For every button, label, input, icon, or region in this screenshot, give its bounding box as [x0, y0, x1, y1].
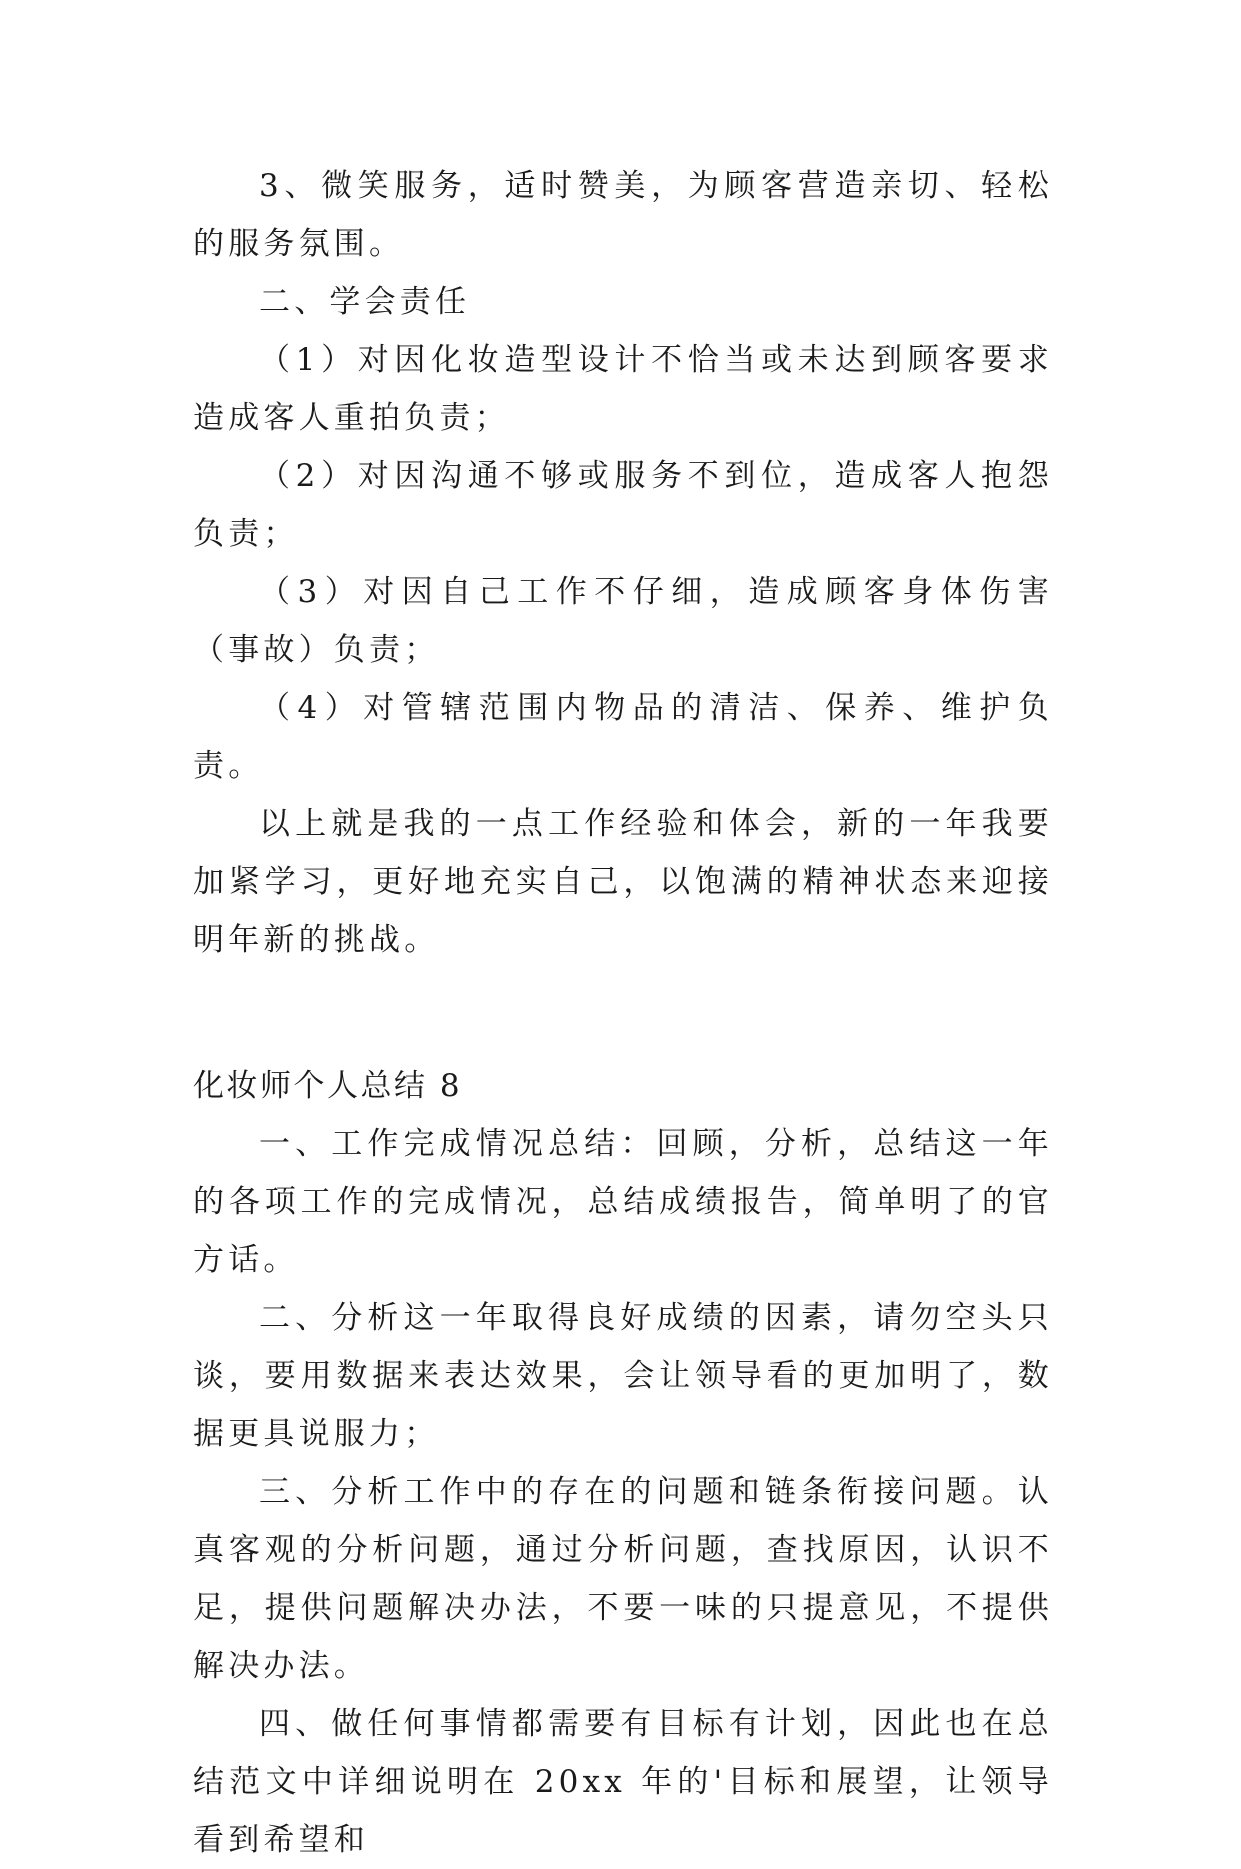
paragraph-item-2: （2）对因沟通不够或服务不到位，造成客人抱怨负责；	[193, 458, 1053, 552]
paragraph-item-1: （1）对因化妆造型设计不恰当或未达到顾客要求造成客人重拍负责；	[193, 342, 1053, 436]
paragraph-heading-responsibility: 二、学会责任	[259, 284, 471, 320]
paragraph-service-smile: 3、微笑服务，适时赞美，为顾客营造亲切、轻松的服务氛围。	[193, 168, 1053, 262]
paragraph-item-3: （3）对因自己工作不仔细，造成顾客身体伤害（事故）负责；	[193, 574, 1053, 668]
paragraph-summary-2: 二、分析这一年取得良好成绩的因素，请勿空头只谈，要用数据来表达效果，会让领导看的更加明了，数据更具说服力；	[193, 1300, 1053, 1452]
paragraph-closing: 以上就是我的一点工作经验和体会，新的一年我要加紧学习，更好地充实自己，以饱满的精神状态来迎接明年新的挑战。	[193, 806, 1053, 958]
paragraph-summary-1: 一、工作完成情况总结：回顾，分析，总结这一年的各项工作的完成情况，总结成绩报告，简单明了的官方话。	[193, 1126, 1053, 1278]
paragraph-item-4: （4）对管辖范围内物品的清洁、保养、维护负责。	[193, 690, 1053, 784]
paragraph-summary-3: 三、分析工作中的存在的问题和链条衔接问题。认真客观的分析问题，通过分析问题，查找原因，认识不足，提供问题解决办法，不要一味的只提意见，不提供解决办法。	[193, 1474, 1053, 1684]
section-title: 化妆师个人总结 8	[193, 1068, 463, 1104]
document-body	[193, 157, 1053, 1869]
paragraph-summary-4: 四、做任何事情都需要有目标有计划，因此也在总结范文中详细说明在 20xx 年的'目标和展望，让领导看到希望和	[193, 1706, 1053, 1858]
